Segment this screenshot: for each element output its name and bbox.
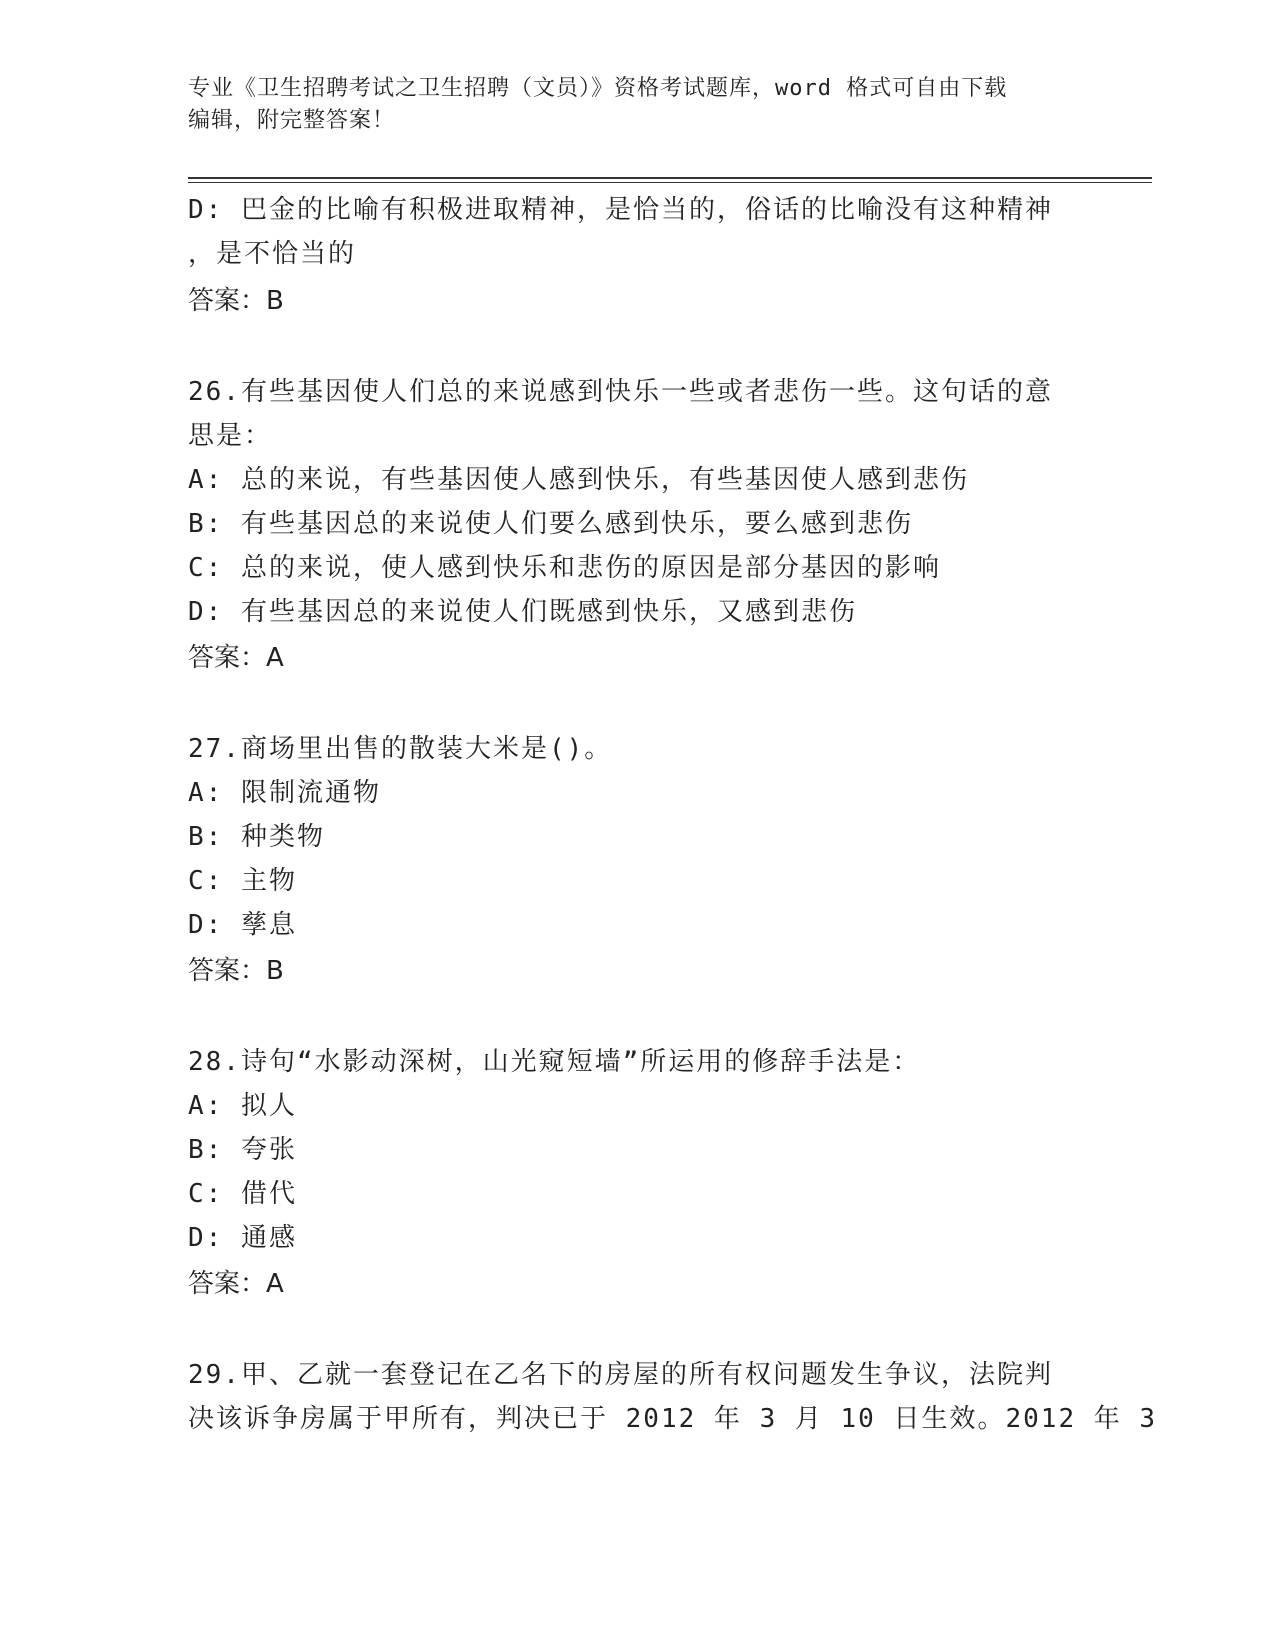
q25-option-d-line2: ，是不恰当的 xyxy=(188,239,357,269)
q26-option-a: A: 总的来说，有些基因使人感到快乐，有些基因使人感到悲伤 xyxy=(188,465,969,495)
q27-option-d: D: 孳息 xyxy=(188,910,297,940)
q28-stem: 28.诗句“水影动深树，山光窥短墙”所运用的修辞手法是： xyxy=(188,1047,921,1077)
q25-answer: 答案：B xyxy=(188,286,284,316)
header-line-1: 专业《卫生招聘考试之卫生招聘（文员）》资格考试题库，word 格式可自由下载 xyxy=(188,76,1008,101)
q28-option-b: B: 夸张 xyxy=(188,1135,297,1165)
q27-option-b: B: 种类物 xyxy=(188,822,325,852)
q26-option-d: D: 有些基因总的来说使人们既感到快乐，又感到悲伤 xyxy=(188,597,857,627)
header-rule-thick xyxy=(188,177,1152,179)
q25-option-d-line1: D: 巴金的比喻有积极进取精神，是恰当的，俗话的比喻没有这种精神 xyxy=(188,195,1053,225)
q27-option-a: A: 限制流通物 xyxy=(188,778,381,808)
q28-answer: 答案：A xyxy=(188,1269,284,1299)
q26-stem-line2: 思是： xyxy=(188,421,273,451)
q27-answer: 答案：B xyxy=(188,956,284,986)
q26-answer: 答案：A xyxy=(188,643,284,673)
q27-stem: 27.商场里出售的散装大米是()。 xyxy=(188,734,613,764)
header-rule-thin xyxy=(188,182,1152,183)
q28-option-d: D: 通感 xyxy=(188,1223,297,1253)
q27-option-c: C: 主物 xyxy=(188,866,297,896)
q28-option-a: A: 拟人 xyxy=(188,1091,297,1121)
q28-option-c: C: 借代 xyxy=(188,1179,297,1209)
q26-option-b: B: 有些基因总的来说使人们要么感到快乐，要么感到悲伤 xyxy=(188,509,913,539)
q29-stem-line1: 29.甲、乙就一套登记在乙名下的房屋的所有权问题发生争议，法院判 xyxy=(188,1360,1053,1390)
header-line-2: 编辑，附完整答案！ xyxy=(188,108,396,133)
q26-option-c: C: 总的来说，使人感到快乐和悲伤的原因是部分基因的影响 xyxy=(188,553,941,583)
q29-stem-line2: 决该诉争房属于甲所有，判决已于 2012 年 3 月 10 日生效。2012 年 3 xyxy=(188,1404,1158,1434)
q26-stem-line1: 26.有些基因使人们总的来说感到快乐一些或者悲伤一些。这句话的意 xyxy=(188,377,1053,407)
